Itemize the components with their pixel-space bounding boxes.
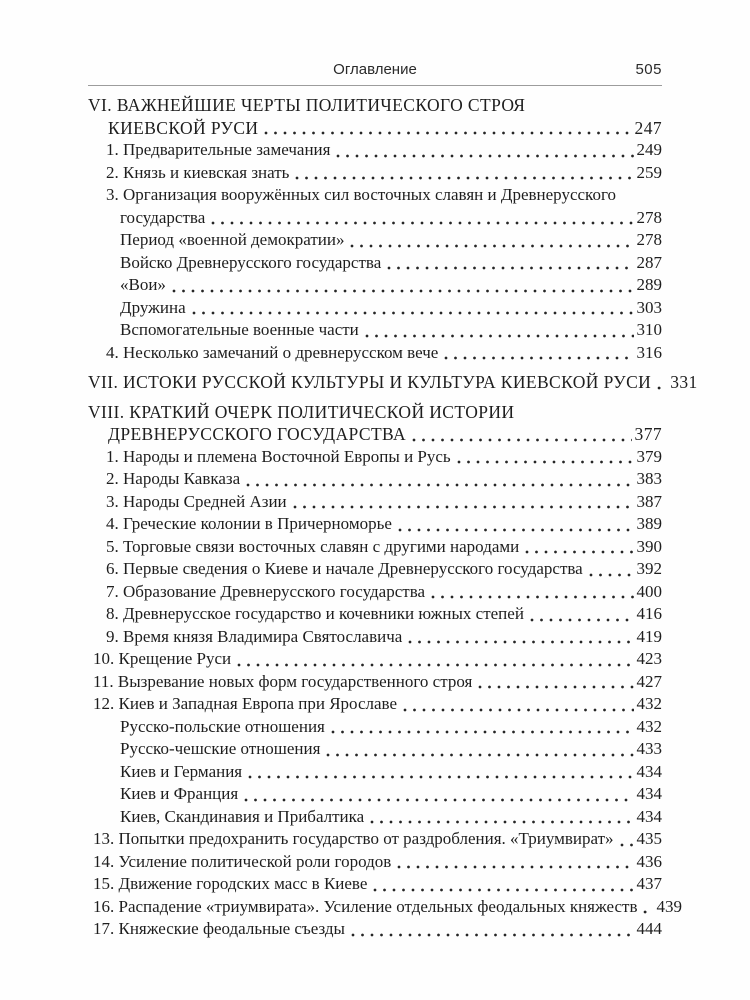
toc-page-number: 432 [636,694,662,713]
toc-entry [88,558,662,581]
toc-entry [88,761,662,784]
toc-page-number: 289 [636,275,662,294]
toc-page-number: 427 [636,671,662,691]
toc-page-number: 416 [636,604,662,623]
toc-page-number: 383 [636,469,662,488]
dot-leader [657,371,667,394]
toc-entry [88,371,698,394]
toc-entry-text: государства [120,207,206,227]
toc-entry-text: 2. Народы Кавказа [106,469,241,488]
toc-page-number: 434 [636,806,662,826]
toc-entry-text: Дружина [120,297,186,317]
dot-leader [431,581,633,604]
dot-leader [264,117,631,140]
toc-entry-text: 13. Попытки предохранить государство от раздробления. «Триумвират» [93,829,614,848]
toc-entry [88,468,662,491]
toc-entry [88,401,662,424]
toc-entry [88,117,662,140]
dot-leader [525,536,633,559]
toc-entry [88,716,662,739]
toc-entry [88,446,662,469]
toc-page-number: 390 [636,536,662,556]
toc-page-number: 419 [636,626,662,646]
dot-leader [589,558,634,581]
dot-leader [246,468,633,491]
toc-entry [88,828,662,851]
toc-entry-text: 16. Распадение «триумвирата». Усиление отдельных феодальных княжеств [93,896,638,916]
toc-entry [88,184,662,207]
toc-entry-text: 17. Княжеские феодальные съезды [93,919,345,938]
toc-entry [88,513,662,536]
toc-entry [88,252,662,275]
toc-entry-text: Русско-польские отношения [120,716,325,736]
dot-leader [373,873,633,896]
dot-leader [351,918,634,941]
toc-page-number: 377 [634,424,662,444]
dot-leader [192,297,634,320]
toc-entry-text: 7. Образование Древнерусского государства [106,581,426,601]
toc-page-number: 379 [636,446,662,466]
toc-entry-text: 14. Усиление политической роли городов [93,851,392,871]
toc-entry-text: Русско-чешские отношения [120,739,321,758]
toc-entry-text: 4. Греческие колонии в Причерноморье [106,514,392,533]
toc-page-number: 316 [636,342,662,362]
toc-entry-text: 1. Предварительные замечания [106,140,331,159]
toc-entry [88,229,662,252]
toc-page-number: 434 [636,784,662,803]
dot-leader [643,896,653,919]
toc-page-number: 439 [656,896,682,916]
dot-leader [244,783,633,806]
toc-page-number: 435 [636,829,662,848]
toc-entry-text: Войско Древнерусского государства [120,252,382,272]
toc-entry [88,342,662,365]
toc-entry-text: 12. Киев и Западная Европа при Ярославе [93,694,398,713]
toc-entry [88,918,662,941]
dot-leader [211,207,633,230]
toc-entry [88,297,662,320]
dot-leader [293,491,634,514]
page-header [88,0,662,86]
toc-page-number: 310 [636,320,662,339]
toc-page-number: 287 [636,252,662,272]
toc-entry-text: 4. Несколько замечаний о древнерусском вече [106,342,439,362]
toc-entry [88,648,662,671]
toc-page-number: 278 [636,207,662,227]
toc-entry-text: VIII. КРАТКИЙ ОЧЕРК ПОЛИТИЧЕСКОЙ ИСТОРИИ [88,401,515,422]
toc-entry-text: 5. Торговые связи восточных славян с другими народами [106,536,520,556]
dot-leader [478,671,633,694]
toc-page-number: 436 [636,851,662,871]
dot-leader [408,626,633,649]
toc-page-number: 389 [636,514,662,533]
toc-page-number: 331 [670,372,698,392]
toc-entry-text: 9. Время князя Владимира Святославича [106,626,403,646]
toc-entry-text: Киев и Франция [120,784,239,803]
toc-entry [88,738,662,761]
toc-entry-text: 8. Древнерусское государство и кочевники южных степей [106,604,524,623]
toc-entry-text: Киев, Скандинавия и Прибалтика [120,806,365,826]
toc-entry-text: 1. Народы и племена Восточной Европы и Русь [106,446,451,466]
toc-entry [88,896,682,919]
toc-entry [88,873,662,896]
dot-leader [397,851,633,874]
toc-entry-text: Вспомогательные военные части [120,320,359,339]
dot-leader [336,139,633,162]
toc-entry-text: 3. Народы Средней Азии [106,491,287,511]
toc-entry [88,491,662,514]
toc-page-number: 444 [636,919,662,938]
header-page-number: 505 [635,61,662,78]
toc-header-title: Оглавление [333,61,417,78]
toc-entry-text: 15. Движение городских масс в Киеве [93,874,368,893]
dot-leader [326,738,633,761]
dot-leader [172,274,634,297]
toc-entry [88,581,662,604]
toc-page-number: 392 [636,559,662,578]
dot-leader [530,603,634,626]
toc-entry-text: ДРЕВНЕРУССКОГО ГОСУДАРСТВА [108,424,407,444]
toc-entry-text: КИЕВСКОЙ РУСИ [108,117,259,138]
dot-leader [365,319,634,342]
dot-leader [457,446,634,469]
toc-page-number: 400 [636,581,662,601]
toc-entry [88,783,662,806]
toc-entry-text: 11. Вызревание новых форм государственного строя [93,671,473,691]
dot-leader [331,716,634,739]
toc-entry [88,423,662,446]
toc-entry-text: VII. ИСТОКИ РУССКОЙ КУЛЬТУРЫ И КУЛЬТУРА КИЕВСКОЙ РУСИ [88,372,652,392]
toc-entry-text: VI. ВАЖНЕЙШИЕ ЧЕРТЫ ПОЛИТИЧЕСКОГО СТРОЯ [88,95,526,115]
toc-page-number: 387 [636,491,662,511]
toc-page-number: 432 [636,716,662,736]
toc-page-number: 433 [636,739,662,758]
toc-entry [88,671,662,694]
toc-page-number: 303 [636,297,662,317]
toc-page-number: 437 [636,874,662,893]
dot-leader [237,648,633,671]
toc-entry [88,693,662,716]
toc-entry [88,536,662,559]
toc-entry [88,319,662,342]
toc-entry [88,162,662,185]
toc-entry-text: 3. Организация вооружённых сил восточных славян и Древнерусского [106,185,616,204]
toc-entry-text: 6. Первые сведения о Киеве и начале Древнерусского государства [106,559,583,578]
toc-entry-text: «Вои» [120,275,166,294]
toc-page-number: 247 [634,117,662,138]
table-of-contents [88,94,698,941]
toc-page-number: 434 [636,761,662,781]
dot-leader [403,693,633,716]
toc-entry [88,139,662,162]
dot-leader [350,229,633,252]
toc-entry-text: 2. Князь и киевская знать [106,162,290,182]
toc-entry [88,274,662,297]
toc-entry-text: Период «военной демократии» [120,230,345,249]
toc-page-number: 278 [636,230,662,249]
dot-leader [248,761,633,784]
toc-entry [88,851,662,874]
dot-leader [387,252,633,275]
toc-page-number: 259 [636,162,662,182]
toc-entry [88,626,662,649]
toc-page-number: 423 [636,649,662,668]
dot-leader [412,423,631,446]
dot-leader [295,162,633,185]
toc-entry [88,94,662,117]
toc-entry-text: Киев и Германия [120,761,243,781]
toc-entry [88,806,662,829]
toc-page-number: 249 [636,140,662,159]
dot-leader [370,806,633,829]
dot-leader [398,513,634,536]
dot-leader [620,828,634,851]
toc-entry [88,603,662,626]
toc-entry-text: 10. Крещение Руси [93,649,232,668]
toc-entry [88,207,662,230]
dot-leader [444,342,633,365]
